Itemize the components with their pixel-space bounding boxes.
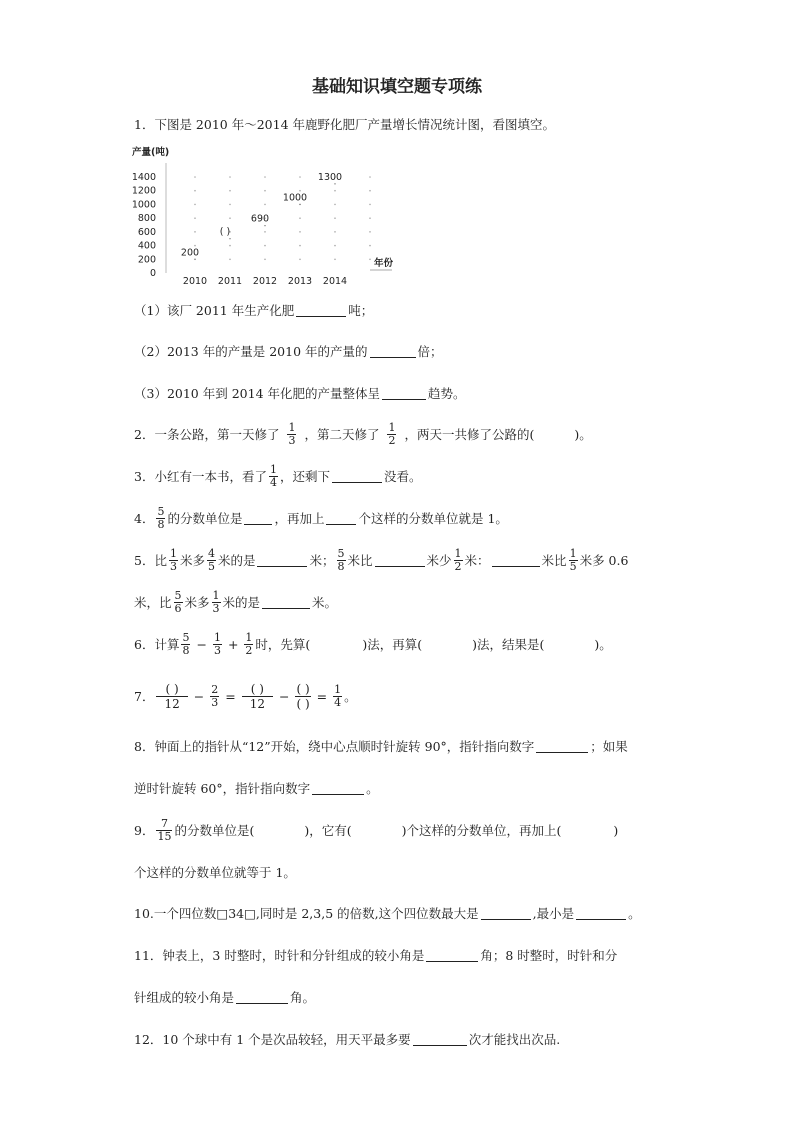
q2-text-c: ，两天一共修了公路的( [404, 427, 535, 442]
q5-fraction-3: $\frac{5}{8}$ [337, 546, 345, 573]
q4-blank-2[interactable] [326, 512, 356, 525]
q6-text-b: 时，先算( [255, 637, 311, 652]
question-12 [134, 1027, 560, 1051]
grid-dot [194, 176, 196, 178]
q8-text-b: ；如果 [590, 739, 628, 754]
grid-dot [229, 245, 231, 247]
q4-text-a: 4． [134, 511, 155, 526]
y-tick-label: 0 [149, 268, 156, 279]
q1-sub2-blank[interactable] [370, 345, 416, 358]
q5-blank-3[interactable] [492, 554, 540, 567]
q2-text-b: ，第二天修了 [304, 427, 380, 442]
q3-text-c: 没看。 [383, 469, 422, 484]
q5-text-i: 米比 [541, 553, 567, 568]
q5-text-b: 米多 [179, 553, 205, 568]
data-label: 1300 [317, 171, 343, 183]
q12-text-a: 12．10 个球中有 1 个是次品较轻，用天平最多要 [134, 1032, 411, 1047]
q7-minus-2: − [278, 688, 290, 704]
y-tick-label: 1200 [132, 185, 156, 197]
q6-fraction-2: $\frac{1}{3}$ [213, 630, 221, 657]
q5-text-j: 米多 0.6 [579, 553, 629, 568]
q11-text-a: 11．钟表上，3 时整时，时针和分针组成的较小角是 [134, 948, 425, 963]
y-tick-label: 600 [137, 226, 156, 238]
q11-blank-1[interactable] [426, 949, 478, 962]
grid-dot [369, 217, 371, 219]
q1-sub3-blank[interactable] [382, 387, 426, 400]
q6-fraction-3: $\frac{1}{2}$ [245, 630, 253, 657]
q7-fraction-1: $\frac{( )}{12}$ [156, 682, 187, 711]
question-1-text: 1．下图是 2010 年～2014 年鹿野化肥厂产量增长情况统计图，看图填空。 [134, 117, 555, 132]
q6-text-a: 6．计算 [134, 637, 180, 652]
q4-text-b: 的分数单位是 [167, 511, 243, 526]
q9-text-a: 9． [134, 823, 155, 838]
q5-fraction-5: $\frac{1}{5}$ [569, 546, 577, 573]
q8-text-c: 逆时针旋转 60°，指针指向数字 [134, 781, 311, 796]
data-label: 690 [250, 213, 270, 225]
q5-text-c: 米的是 [217, 553, 256, 568]
q1-sub1-unit: 吨； [348, 303, 374, 318]
q2-text-d: )。 [574, 427, 592, 442]
grid-dot [334, 245, 336, 247]
q2-text-a: 2．一条公路，第一天修了 [134, 427, 280, 442]
grid-dot [194, 245, 196, 247]
q6-plus: + [227, 636, 239, 652]
q6-text-c: )法，再算( [362, 637, 423, 652]
x-tick-label: 2013 [287, 276, 313, 287]
q7-text-end: 。 [344, 689, 357, 704]
q9-text-e: ) [613, 822, 619, 838]
x-tick-label: 2014 [322, 276, 348, 287]
q5-blank-1[interactable] [257, 554, 307, 567]
question-10 [134, 901, 641, 925]
q1-sub3-unit: 趋势。 [428, 386, 466, 401]
grid-dot [264, 176, 266, 178]
q7-fraction-5: $\frac{1}{4}$ [334, 682, 342, 709]
q9-text-f: 个这样的分数单位就等于 1。 [134, 865, 296, 880]
y-tick-label: 800 [137, 213, 156, 225]
q5-text-m: 米的是 [222, 595, 261, 610]
question-1-sub-1 [134, 298, 373, 322]
grid-dot [369, 176, 371, 178]
q11-text-c: 针组成的较小角是 [134, 990, 235, 1005]
q1-sub2-text: （2）2013 年的产量是 2010 年的产量的 [134, 344, 368, 359]
q3-fraction-1: $\frac{1}{4}$ [269, 462, 277, 489]
q7-equals-1: = [225, 688, 236, 704]
x-tick-label: 2010 [182, 276, 208, 287]
grid-dot [299, 231, 301, 233]
grid-dot [229, 204, 231, 206]
q5-blank-4[interactable] [262, 596, 310, 609]
q2-fraction-1: $\frac{1}{3}$ [288, 420, 296, 447]
q10-text-c: 。 [628, 906, 641, 921]
question-5-line-2 [134, 590, 337, 614]
q6-minus: − [196, 636, 207, 652]
question-1-sub-2 [134, 339, 443, 363]
grid-dot [334, 190, 336, 192]
data-labels [181, 172, 342, 259]
y-tick-labels [132, 172, 156, 279]
q6-fraction-1: $\frac{5}{8}$ [182, 630, 190, 657]
q5-text-a: 5．比 [134, 553, 167, 568]
question-8-line-2 [134, 776, 379, 800]
q11-blank-2[interactable] [236, 991, 288, 1004]
q9-fraction-1: $\frac{7}{15}$ [157, 816, 172, 843]
grid-dot [229, 190, 231, 192]
q1-sub2-unit: 倍； [417, 344, 443, 359]
question-11-line-1 [134, 943, 617, 967]
grid-dot [334, 258, 336, 260]
y-tick-label: 400 [137, 240, 156, 252]
question-7 [134, 680, 357, 712]
q5-fraction-6: $\frac{5}{6}$ [174, 588, 182, 615]
q11-text-b: 角；8 时整时，时针和分 [480, 948, 618, 963]
grid-dot [334, 231, 336, 233]
x-tick-labels [183, 276, 347, 287]
data-label: 200 [180, 247, 200, 259]
q3-text-b: ，还剩下 [279, 469, 330, 484]
q1-sub1-blank[interactable] [296, 304, 346, 317]
chart-grid [194, 176, 371, 260]
chart-xlabel: 年份 [374, 258, 394, 269]
q3-answer-blank[interactable] [332, 470, 382, 483]
grid-dot [194, 190, 196, 192]
grid-dot [299, 245, 301, 247]
q5-text-k: 米，比 [134, 595, 172, 610]
q7-text-a: 7． [134, 689, 155, 704]
grid-dot [264, 190, 266, 192]
grid-dot [229, 176, 231, 178]
grid-dot [264, 231, 266, 233]
q7-equals-2: = [316, 688, 328, 704]
grid-dot [369, 231, 371, 233]
question-9-line-2 [134, 860, 296, 884]
q5-fraction-4: $\frac{1}{2}$ [454, 546, 462, 573]
production-line-chart [132, 143, 412, 293]
q7-fraction-4: $\frac{( )}{( )}$ [296, 681, 310, 711]
grid-dot [369, 258, 371, 260]
y-tick-label: 200 [137, 254, 156, 266]
q9-text-d: )个这样的分数单位，再加上( [401, 823, 562, 838]
grid-dot [334, 204, 336, 206]
q8-text-d: 。 [366, 781, 379, 796]
q3-text-a: 3．小红有一本书，看了 [134, 469, 267, 484]
q5-text-g: 米少 [426, 553, 452, 568]
x-tick-label: 2012 [252, 276, 278, 287]
q1-sub3-text: （3）2010 年到 2014 年化肥的产量整体呈 [134, 386, 380, 401]
question-4 [134, 506, 508, 530]
q7-minus-1: − [193, 688, 205, 704]
y-tick-label: 1400 [132, 172, 156, 183]
q12-text-b: 次才能找出次品. [468, 1032, 561, 1047]
q12-blank-1[interactable] [413, 1033, 467, 1046]
question-11-line-2 [134, 985, 315, 1009]
q5-text-l: 米多 [184, 595, 210, 610]
grid-dot [194, 217, 196, 219]
question-2 [134, 422, 592, 446]
grid-dot [194, 204, 196, 206]
y-tick-label: 1000 [132, 199, 156, 211]
q5-text-h: 米： [464, 553, 490, 568]
question-1-stem [134, 112, 555, 136]
grid-dot [369, 190, 371, 192]
q9-text-c: )，它有( [304, 823, 352, 838]
q4-fraction-1: $\frac{5}{8}$ [157, 504, 165, 531]
q6-text-e: )。 [594, 637, 612, 652]
x-tick-label: 2011 [217, 276, 243, 287]
grid-dot [229, 258, 231, 260]
q4-text-d: 个这样的分数单位就是 1。 [358, 511, 508, 526]
q4-text-c: ，再加上 [274, 511, 325, 526]
grid-dot [299, 258, 301, 260]
grid-dot [264, 245, 266, 247]
q5-text-n: 米。 [312, 595, 338, 610]
data-label: ( ) [219, 226, 231, 238]
q7-fraction-3: $\frac{( )}{12}$ [242, 682, 273, 711]
grid-dot [369, 245, 371, 247]
grid-dot [264, 258, 266, 260]
q10-blank-2[interactable] [576, 907, 626, 920]
q10-text-a: 10.一个四位数□34□,同时是 2,3,5 的倍数,这个四位数最大是 [134, 906, 479, 921]
question-3 [134, 464, 422, 488]
data-label: 1000 [282, 192, 308, 204]
q5-text-e: 米比 [347, 553, 373, 568]
grid-dot [299, 217, 301, 219]
question-6 [134, 632, 612, 656]
grid-dot [229, 217, 231, 219]
question-1-sub-3 [134, 381, 466, 405]
grid-dot [299, 190, 301, 192]
q5-fraction-7: $\frac{1}{3}$ [212, 588, 220, 615]
page-title: 基础知识填空题专项练 [312, 77, 482, 97]
q7-fraction-2: $\frac{2}{3}$ [211, 682, 219, 709]
q6-text-d: )法，结果是( [472, 637, 545, 652]
q8-text-a: 8．钟面上的指针从“12”开始，绕中心点顺时针旋转 90°，指针指向数字 [134, 739, 535, 754]
q5-fraction-1: $\frac{1}{3}$ [169, 546, 177, 573]
q4-blank-1[interactable] [244, 512, 272, 525]
question-5-line-1 [134, 548, 628, 572]
q11-text-d: 角。 [290, 990, 316, 1005]
q5-fraction-2: $\frac{4}{5}$ [207, 546, 215, 573]
grid-dot [264, 204, 266, 206]
q5-text-d: 米； [309, 553, 335, 568]
grid-dot [194, 231, 196, 233]
question-9-line-1 [134, 818, 618, 842]
grid-dot [299, 176, 301, 178]
q10-blank-1[interactable] [481, 907, 531, 920]
chart-ylabel: 产量(吨) [132, 147, 170, 158]
grid-dot [334, 217, 336, 219]
q9-text-b: 的分数单位是( [174, 823, 255, 838]
q8-blank-1[interactable] [536, 740, 588, 753]
question-8-line-1 [134, 734, 628, 758]
q8-blank-2[interactable] [312, 782, 364, 795]
q5-blank-2[interactable] [375, 554, 425, 567]
q10-text-b: ,最小是 [532, 906, 575, 921]
q2-fraction-2: $\frac{1}{2}$ [388, 420, 396, 447]
q1-sub1-text: （1）该厂 2011 年生产化肥 [134, 303, 295, 318]
grid-dot [369, 204, 371, 206]
